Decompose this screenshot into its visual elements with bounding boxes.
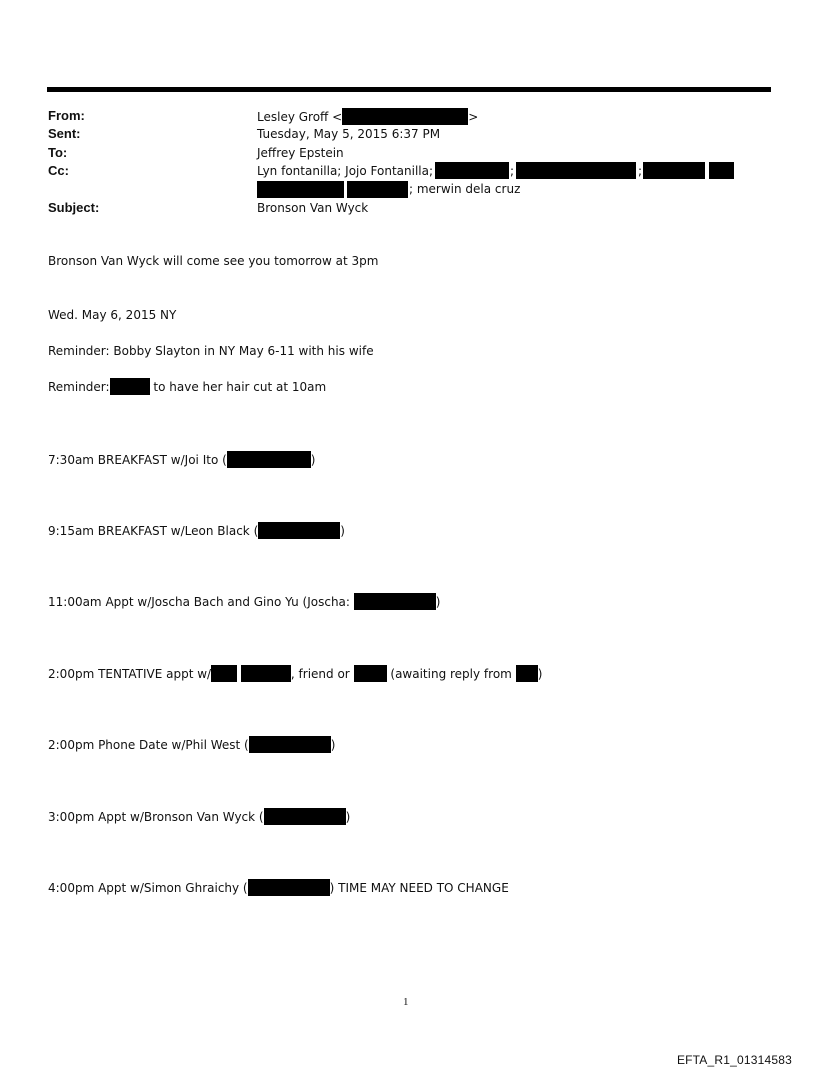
reminder-2-suffix: to have her hair cut at 10am	[153, 380, 327, 394]
from-value	[257, 108, 478, 125]
event-7	[48, 879, 509, 896]
subject-value: Bronson Van Wyck	[257, 201, 369, 215]
date-line: Wed. May 6, 2015 NY	[48, 308, 177, 322]
cc-label: Cc:	[48, 163, 69, 178]
redaction-box	[110, 378, 150, 395]
cc-names: Lyn fontanilla; Jojo Fontanilla;	[257, 164, 434, 178]
close-paren: )	[310, 453, 316, 467]
redaction-box	[354, 665, 387, 682]
redaction-box	[516, 665, 538, 682]
to-label: To:	[48, 145, 68, 160]
event-4-mid2: (awaiting reply from	[390, 667, 512, 681]
reminder-1: Reminder: Bobby Slayton in NY May 6-11 with his wife	[48, 344, 374, 358]
event-4-mid1: , friend or	[290, 667, 350, 681]
event-2	[48, 522, 345, 539]
redaction-box	[248, 879, 330, 896]
sent-label: Sent:	[48, 126, 81, 141]
redaction-box	[264, 808, 346, 825]
from-name: Lesley Groff <	[257, 110, 343, 124]
event-4	[48, 665, 542, 682]
event-2-text: 9:15am BREAKFAST w/Leon Black (	[48, 524, 259, 538]
body-intro: Bronson Van Wyck will come see you tomorrow at 3pm	[48, 254, 379, 268]
sent-value: Tuesday, May 5, 2015 6:37 PM	[257, 127, 441, 141]
redaction-box	[227, 451, 311, 468]
cc-value-line2: ; merwin dela cruz	[409, 182, 521, 196]
redaction-box	[516, 162, 636, 179]
document-id: EFTA_R1_01314583	[676, 1053, 792, 1067]
close-paren: )	[340, 524, 345, 538]
redaction-box	[211, 665, 237, 682]
event-5-text: 2:00pm Phone Date w/Phil West (	[48, 738, 249, 752]
redaction-box	[354, 593, 436, 610]
reminder-2	[48, 378, 326, 395]
to-value: Jeffrey Epstein	[257, 146, 344, 160]
redaction-box	[241, 665, 291, 682]
subject-label: Subject:	[48, 200, 100, 215]
close-paren: )	[537, 667, 543, 681]
cc-separator: ;	[510, 164, 515, 178]
event-7-suffix: ) TIME MAY NEED TO CHANGE	[329, 881, 509, 895]
redaction-box	[249, 736, 331, 753]
redaction-box	[342, 108, 468, 125]
close-paren: )	[435, 595, 441, 609]
event-1-text: 7:30am BREAKFAST w/Joi Ito (	[48, 453, 227, 467]
event-4-text: 2:00pm TENTATIVE appt w/	[48, 667, 212, 681]
event-1	[48, 451, 315, 468]
redaction-box	[643, 162, 705, 179]
close-paren: )	[330, 738, 336, 752]
redaction-box	[709, 162, 734, 179]
redaction-box	[347, 181, 408, 198]
redaction-box	[435, 162, 509, 179]
event-3	[48, 593, 440, 610]
redaction-box	[258, 522, 340, 539]
event-6	[48, 808, 350, 825]
from-close: >	[468, 110, 479, 124]
redaction-box	[257, 181, 344, 198]
event-3-text: 11:00am Appt w/Joscha Bach and Gino Yu (Joscha:	[48, 595, 350, 609]
from-label: From:	[48, 108, 85, 123]
close-paren: )	[345, 810, 351, 824]
cc-separator: ;	[638, 164, 643, 178]
event-5	[48, 736, 335, 753]
reminder-2-prefix: Reminder:	[48, 380, 110, 394]
header-rule	[47, 87, 771, 92]
event-6-text: 3:00pm Appt w/Bronson Van Wyck (	[48, 810, 264, 824]
page-number: 1	[403, 996, 409, 1008]
cc-value-line1	[257, 163, 433, 179]
event-7-text: 4:00pm Appt w/Simon Ghraichy (	[48, 881, 248, 895]
